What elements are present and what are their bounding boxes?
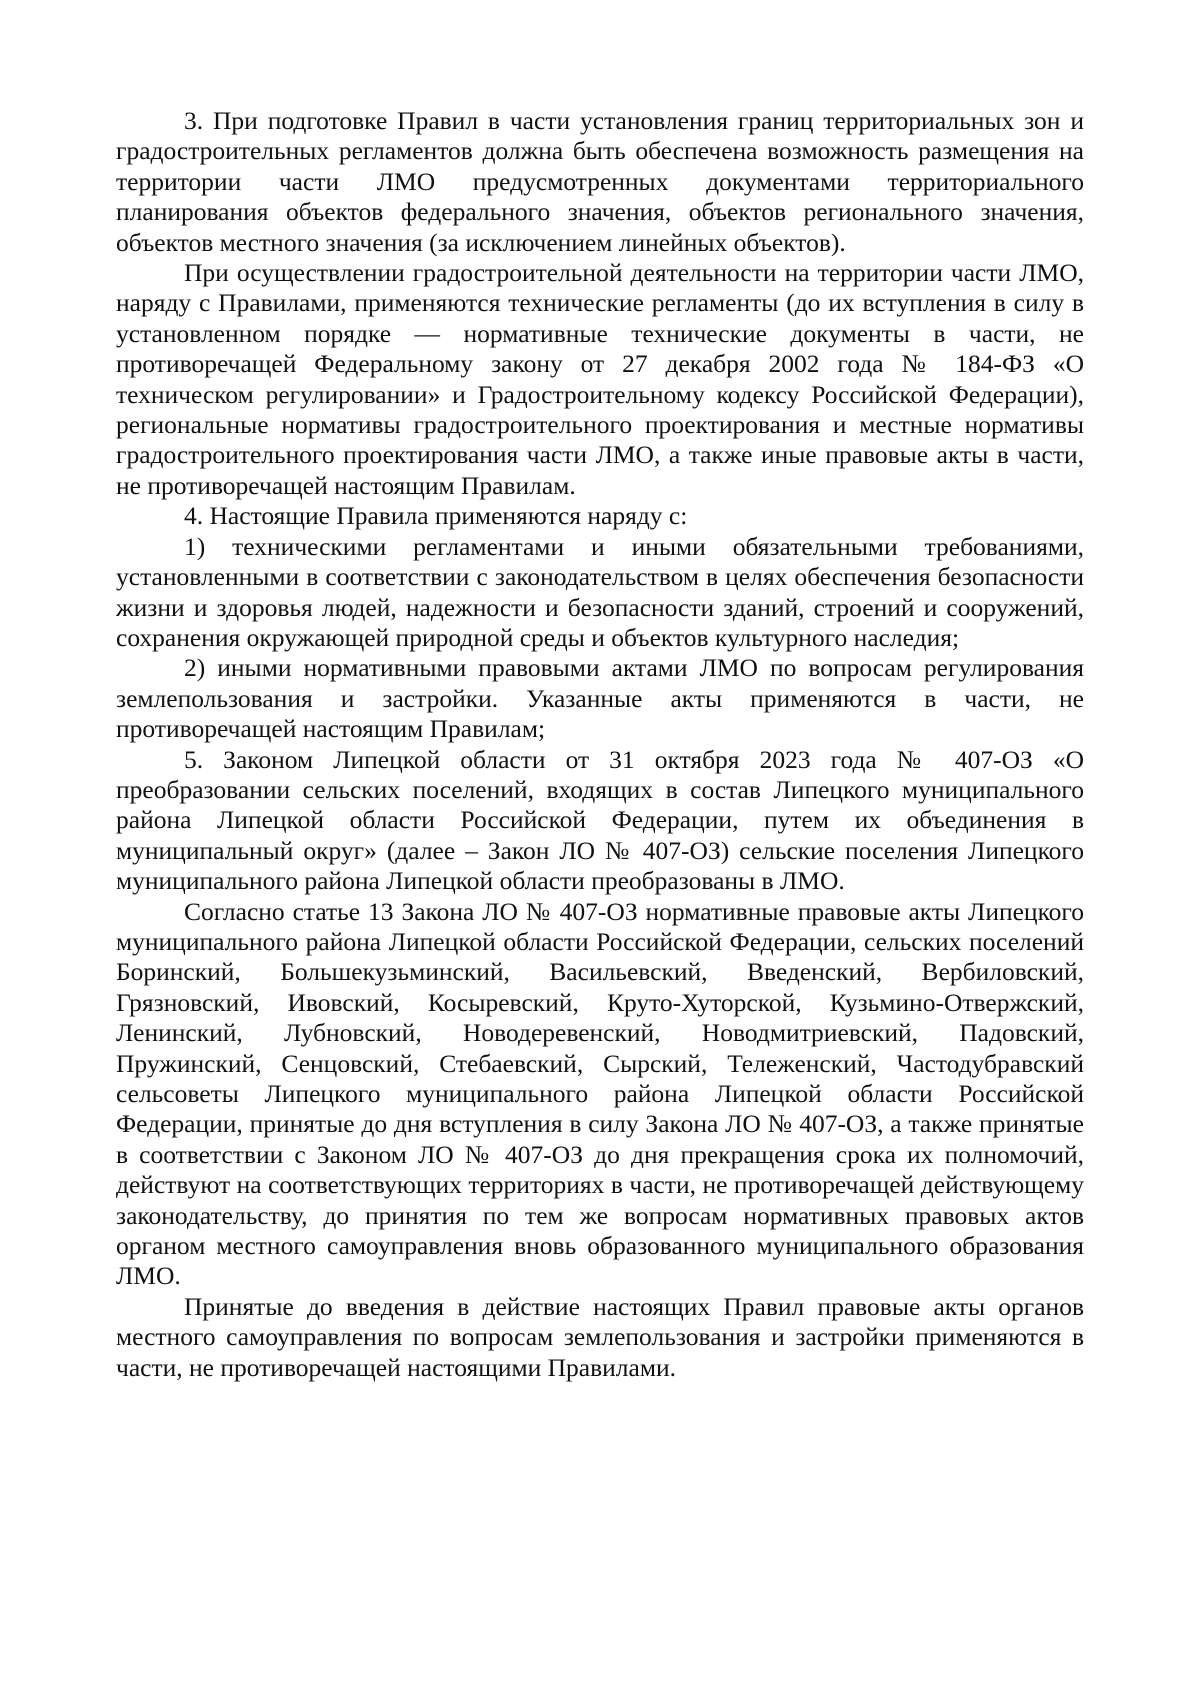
paragraph-technical-regulations: При осуществлении градостроительной деятельности на территории части ЛМО, наряду с Правилами, применяются технические регламенты (до их вступления в силу в установленном порядке — нормативные технические документы в части, не противоречащей Федеральному закону от 27 декабря 2002 года № 184-ФЗ «О техническом регулировании» и Градостроительному кодексу Российской Федерации), региональные нормативы градостроительного проектирования и местные нормативы градостроительного проектирования части ЛМО, а также иные правовые акты в части, не противоречащей настоящим Правилам. — [116, 258, 1084, 500]
paragraph-item-5: 5. Законом Липецкой области от 31 октября 2023 года № 407-ОЗ «О преобразовании сельских поселений, входящих в состав Липецкого муниципального района Липецкой области Российской Федерации, путем их объединения в муниципальный округ» (далее – Закон ЛО № 407-ОЗ) сельские поселения Липецкого муниципального района Липецкой области преобразованы в ЛМО. — [116, 744, 1084, 896]
paragraph-article-13: Согласно статье 13 Закона ЛО № 407-ОЗ нормативные правовые акты Липецкого муниципального района Липецкой области Российской Федерации, сельских поселений Боринский, Большекузьминский, Васильевский, Введенский, Вербиловский, Грязновский, Ивовский, Косыревский, Круто-Хуторской, Кузьмино-Отвержский, Ленинский, Лубновский, Новодеревенский, Новодмитриевский, Падовский, Пружинский, Сенцовский, Стебаевский, Сырский, Тележенский, Частодубравский сельсоветы Липецкого муниципального района Липецкой области Российской Федерации, принятые до дня вступления в силу Закона ЛО № 407-ОЗ, а также принятые в соответствии с Законом ЛО № 407-ОЗ до дня прекращения срока их полномочий, действуют на соответствующих территориях в части, не противоречащей действующему законодательству, до принятия по тем же вопросам нормативных правовых актов органом местного самоуправления вновь образованного муниципального образования ЛМО. — [116, 896, 1084, 1291]
paragraph-subitem-2: 2) иными нормативными правовыми актами ЛМО по вопросам регулирования землепользования и застройки. Указанные акты применяются в части, не противоречащей настоящим Правилам; — [116, 653, 1084, 744]
document-page — [116, 106, 1084, 1383]
paragraph-item-3: 3. При подготовке Правил в части установления границ территориальных зон и градостроительных регламентов должна быть обеспечена возможность размещения на территории части ЛМО предусмотренных документами территориального планирования объектов федерального значения, объектов регионального значения, объектов местного значения (за исключением линейных объектов). — [116, 106, 1084, 257]
paragraph-item-4: 4. Настоящие Правила применяются наряду с: — [184, 501, 688, 531]
paragraph-prior-acts: Принятые до введения в действие настоящих Правил правовые акты органов местного самоуправления по вопросам землепользования и застройки применяются в части, не противоречащей настоящими Правилами. — [116, 1291, 1084, 1382]
paragraph-subitem-1: 1) техническими регламентами и иными обязательными требованиями, установленными в соответствии с законодательством в целях обеспечения безопасности жизни и здоровья людей, надежности и безопасности зданий, строений и сооружений, сохранения окружающей природной среды и объектов культурного наследия; — [116, 531, 1084, 652]
